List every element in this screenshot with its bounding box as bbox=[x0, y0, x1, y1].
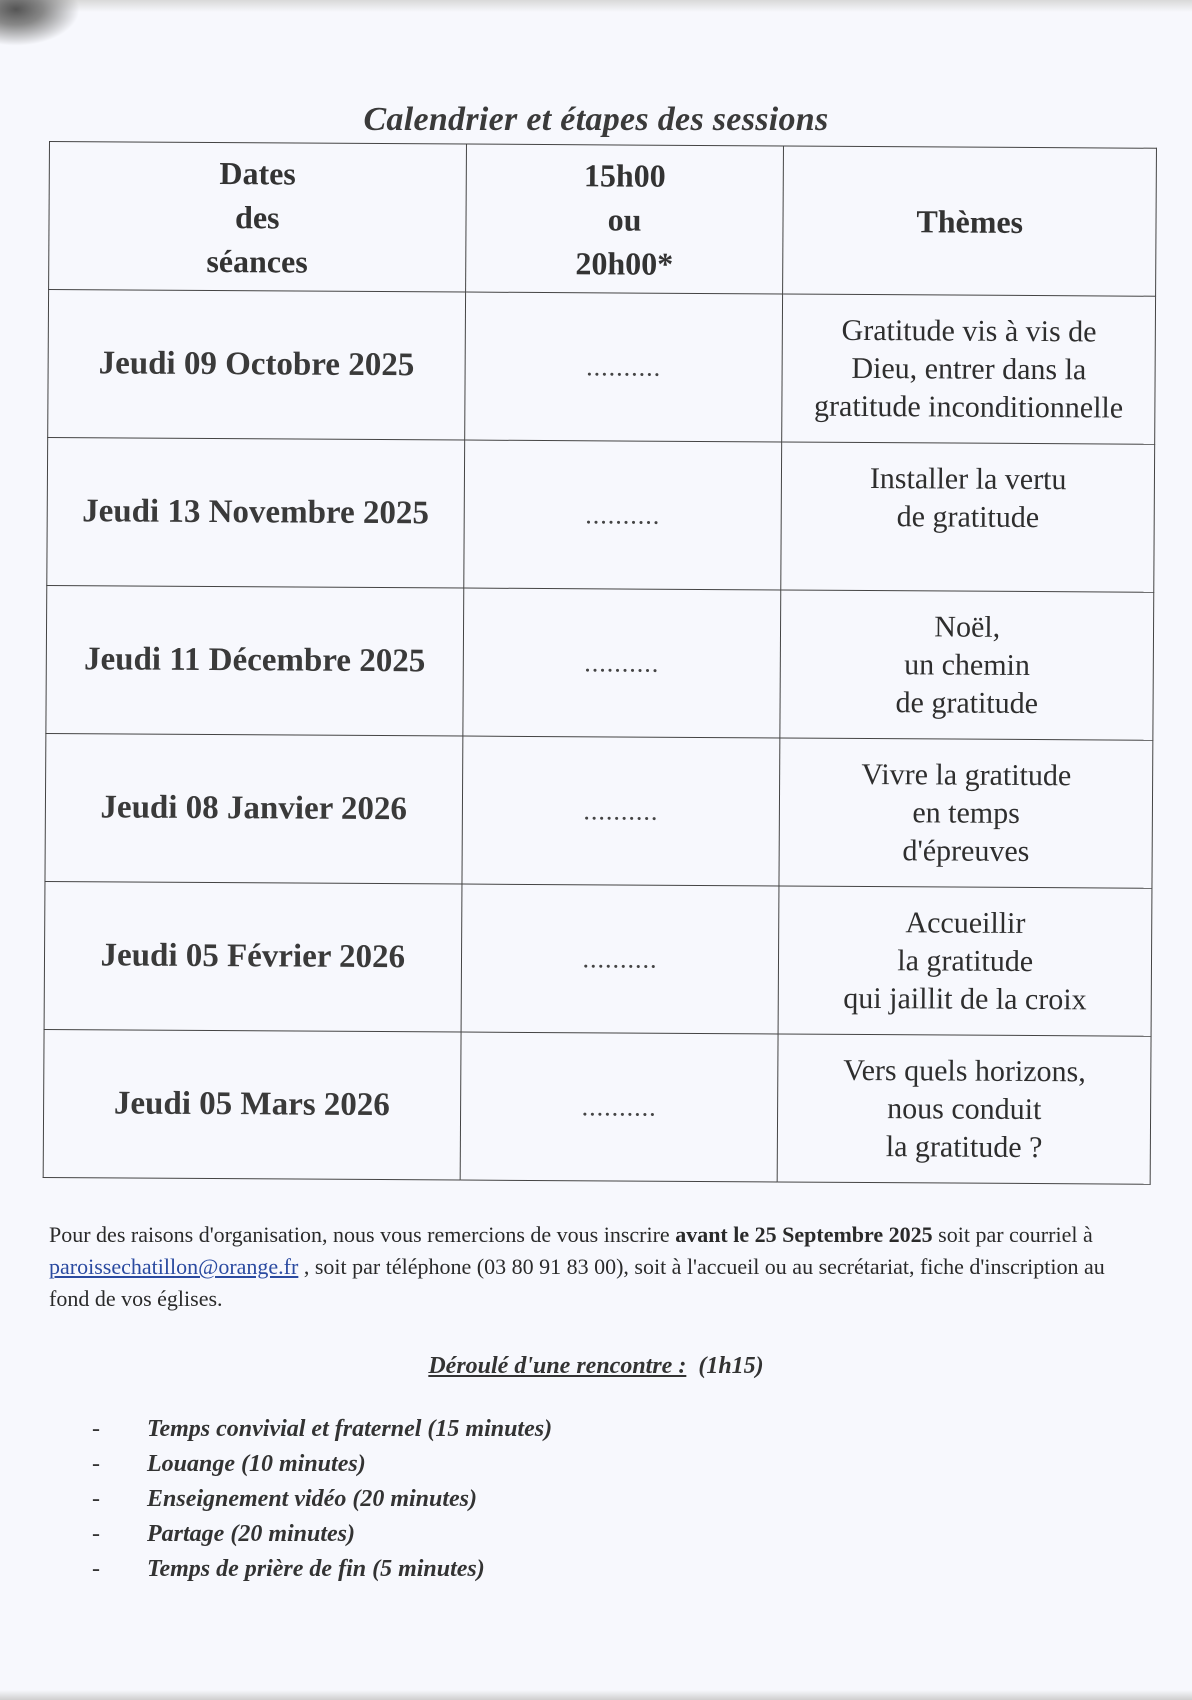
time-blank: .......... bbox=[463, 440, 782, 590]
agenda-heading: Déroulé d'une rencontre : (1h15) bbox=[428, 1353, 764, 1379]
scan-edge bbox=[0, 0, 1192, 12]
list-item: - Partage (20 minutes) bbox=[92, 1521, 355, 1547]
session-date: Jeudi 13 Novembre 2025 bbox=[47, 437, 465, 588]
header-time: 15h00 ou 20h00* bbox=[465, 144, 784, 294]
session-theme: Vivre la gratitude en temps d'épreuves bbox=[779, 738, 1152, 888]
agenda-list bbox=[92, 1412, 552, 1587]
session-date: Jeudi 05 Février 2026 bbox=[44, 881, 462, 1032]
table-row bbox=[43, 1029, 1151, 1184]
scan-edge bbox=[0, 1690, 1192, 1700]
sessions-table bbox=[43, 141, 1157, 1185]
time-blank: .......... bbox=[460, 1032, 779, 1182]
scan-artifact bbox=[0, 0, 80, 46]
session-date: Jeudi 09 Octobre 2025 bbox=[48, 290, 466, 441]
session-theme: Vers quels horizons, nous conduit la gratitude ? bbox=[778, 1034, 1151, 1184]
table-row bbox=[46, 585, 1154, 740]
time-blank: .......... bbox=[462, 736, 781, 886]
header-themes: Thèmes bbox=[783, 146, 1156, 296]
registration-note: Pour des raisons d'organisation, nous vous remercions de vous inscrire avant le 25 Septembre 2025 soit par courriel à paroissechatillon@orange.fr , soit par téléphone (03 80 91 83 00), soit à l'accueil ou au secrétariat, fiche d'inscription au fond de vos églises. bbox=[49, 1222, 1105, 1311]
session-theme: Accueillir la gratitude qui jaillit de la croix bbox=[778, 886, 1151, 1036]
session-theme: Gratitude vis à vis de Dieu, entrer dans la gratitude inconditionnelle bbox=[782, 294, 1155, 444]
list-item: - Temps de prière de fin (5 minutes) bbox=[92, 1556, 485, 1582]
session-date: Jeudi 05 Mars 2026 bbox=[43, 1029, 461, 1180]
registration-deadline: avant le 25 Septembre 2025 bbox=[675, 1222, 933, 1247]
time-blank: .......... bbox=[461, 884, 780, 1034]
table-row bbox=[47, 437, 1155, 592]
session-date: Jeudi 08 Janvier 2026 bbox=[45, 733, 463, 884]
table-header-row bbox=[49, 142, 1157, 297]
session-theme: Installer la vertu de gratitude bbox=[781, 442, 1154, 592]
header-dates: Dates des séances bbox=[49, 142, 467, 293]
time-blank: .......... bbox=[464, 292, 783, 442]
list-item: - Temps convivial et fraternel (15 minutes) bbox=[92, 1416, 553, 1442]
table-row bbox=[44, 881, 1152, 1036]
table-row bbox=[45, 733, 1153, 888]
session-theme: Noël, un chemin de gratitude bbox=[780, 590, 1153, 740]
email-link[interactable]: paroissechatillon@orange.fr bbox=[49, 1254, 299, 1279]
list-item: - Louange (10 minutes) bbox=[92, 1451, 366, 1477]
time-blank: .......... bbox=[462, 588, 781, 738]
session-date: Jeudi 11 Décembre 2025 bbox=[46, 585, 464, 736]
list-item: - Enseignement vidéo (20 minutes) bbox=[92, 1486, 477, 1512]
page-title: Calendrier et étapes des sessions bbox=[363, 101, 829, 138]
table-row bbox=[48, 290, 1156, 445]
